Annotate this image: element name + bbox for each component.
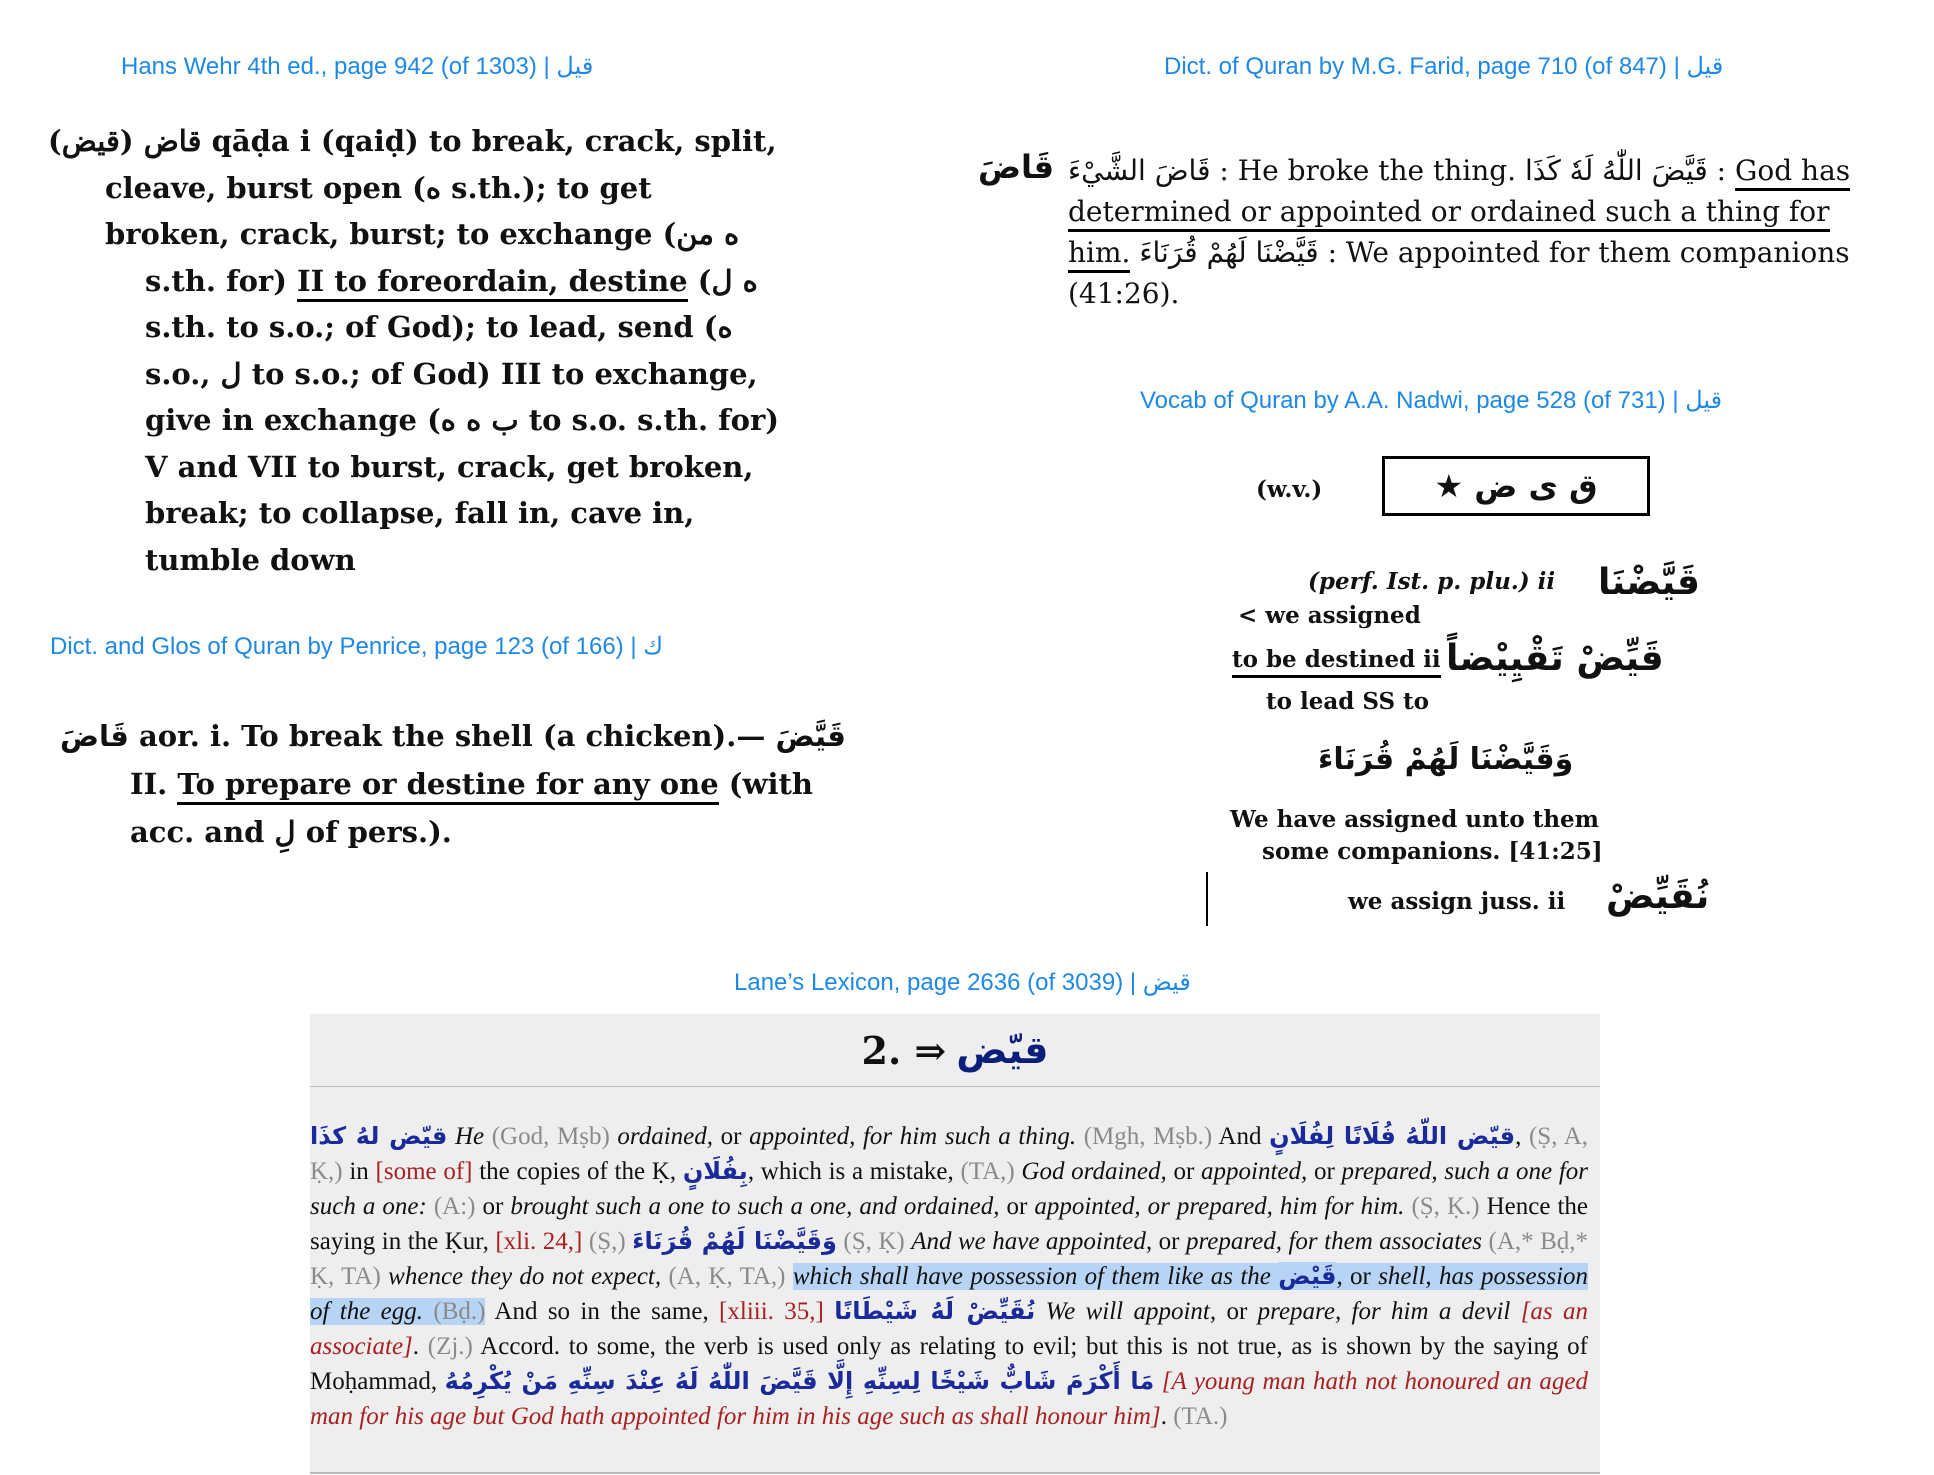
lane-text-run: نُقَيِّضْ لَهُ شَيْطَانًا xyxy=(834,1297,1036,1325)
nadwi-entry xyxy=(1206,452,1710,932)
hans-wehr-entry xyxy=(48,118,779,583)
nadwi-meaning: to lead SS to xyxy=(1266,688,1430,715)
lane-text-run: shell, has possession of the egg. xyxy=(310,1263,1589,1325)
lane-body-text xyxy=(310,1087,1600,1434)
source-link-penrice[interactable]: Dict. and Glos of Quran by Penrice, page 123 (of 166) | ك xyxy=(50,633,664,660)
nadwi-underlined-text: to be destined ii xyxy=(1232,646,1441,678)
nadwi-wv-label: (w.v.) xyxy=(1256,476,1323,503)
lane-text-run: We will appoint, xyxy=(1035,1298,1227,1325)
hw-line: cleave, burst open (ه s.th.); to get xyxy=(105,170,652,205)
penrice-text: II. xyxy=(130,767,168,801)
farid-entry xyxy=(1068,150,1894,314)
lane-text-run xyxy=(824,1298,834,1325)
lane-text-run: [some of] xyxy=(375,1158,473,1185)
source-link-farid[interactable]: Dict. of Quran by M.G. Farid, page 710 (of 847) | قيل xyxy=(1164,53,1724,80)
lane-text-run: وَقَيَّضْنَا لَهُمْ قُرَنَاءَ xyxy=(632,1227,837,1255)
lane-heading-arabic: قيّض xyxy=(956,1028,1049,1072)
lane-text-run: or xyxy=(1158,1228,1180,1255)
lane-text-run: prepare, for him a devil xyxy=(1247,1298,1521,1325)
lane-text-run: (A,* Bḍ,* Ḳ, TA) xyxy=(310,1228,1589,1290)
penrice-text: aor. i. To break the shell (a chicken).— xyxy=(139,719,766,753)
nadwi-arabic: قَيَّضْنَا xyxy=(1598,562,1700,603)
lane-text-run: (Zj.) xyxy=(427,1333,473,1360)
hw-line: s.o., ل to s.o.; of God) III to exchange, xyxy=(145,356,758,391)
lane-text-run: God ordained, xyxy=(1014,1158,1174,1185)
nadwi-grammar: (perf. Ist. p. plu.) ii xyxy=(1308,568,1556,595)
lane-text-run: [xliii. 35,] xyxy=(719,1298,824,1325)
farid-text: : xyxy=(1716,154,1727,187)
hw-line: broken, crack, burst; to exchange (ه من xyxy=(105,217,740,251)
penrice-arabic: قَيَّضَ xyxy=(775,719,846,753)
lane-text-run: or xyxy=(1173,1158,1195,1185)
lane-text-run: (A:) xyxy=(433,1193,476,1220)
lane-text-run: (Ṣ,) xyxy=(588,1228,626,1255)
farid-arabic: قَيَّضْنَا لَهُمْ قُرَنَاءَ xyxy=(1139,236,1319,269)
lane-text-run: مَا أَكْرَمَ شَابٌّ شَيْخًا لِسِنِّهِ إِلَّا قَيَّضَ اللّٰهُ لَهُ عِنْدَ سِنِّهِ مَنْ يُكْرِمُهُ xyxy=(444,1367,1155,1395)
hw-line: V and VII to burst, crack, get broken, xyxy=(145,449,754,484)
lane-text-run: Hence the saying in the Ḳur, xyxy=(310,1193,1589,1255)
lane-text-run: in xyxy=(342,1158,376,1185)
lane-text-run: or xyxy=(1226,1298,1248,1325)
farid-headword: قَاضَ xyxy=(978,148,1055,186)
lane-text-run: [A young man hath not honoured an aged man for his age but God hath appointed for him in his age such as shall honour him] xyxy=(310,1368,1588,1430)
lane-text-run: prepared, such a one for such a one: xyxy=(310,1158,1588,1220)
source-link-hans-wehr[interactable]: Hans Wehr 4th ed., page 942 (of 1303) | قيل xyxy=(121,53,594,80)
lane-text-run: قَيْض xyxy=(1278,1262,1337,1290)
lane-text-run: (TA,) xyxy=(960,1158,1015,1185)
nadwi-meaning: We have assigned unto them xyxy=(1230,806,1600,833)
nadwi-arabic: قَيِّضْ تَقْيِيْضاً xyxy=(1446,638,1664,679)
lane-heading-number: 2. ⇒ xyxy=(861,1027,947,1073)
hw-line: tumble down xyxy=(145,542,356,577)
lane-text-run: (Ṣ, Ḳ) xyxy=(843,1228,905,1255)
lane-text-run: قيّض اللّهُ فُلَانًا لِفُلَانٍ xyxy=(1269,1122,1516,1150)
hw-underlined-text: II to foreordain, destine xyxy=(297,264,688,302)
lane-bottom-rule xyxy=(310,1472,1600,1474)
source-link-lane[interactable]: Lane’s Lexicon, page 2636 (of 3039) | قيض xyxy=(734,969,1191,996)
lane-text-run: appointed, for him such a thing. xyxy=(741,1123,1084,1150)
hw-line: s.th. to s.o.; of God); to lead, send (ه xyxy=(145,310,733,344)
nadwi-meaning: < we assigned xyxy=(1238,602,1421,629)
hw-text: (ه ل xyxy=(697,263,758,298)
lane-text-run: or xyxy=(1006,1193,1028,1220)
penrice-line: acc. and لِ of pers.). xyxy=(130,815,452,849)
lane-text-run xyxy=(1154,1368,1162,1395)
nadwi-arabic: وَقَيَّضْنَا لَهُمْ قُرَنَاءَ xyxy=(1318,742,1574,777)
lane-text-run: بِفُلَانٍ xyxy=(682,1157,748,1185)
penrice-line xyxy=(60,760,846,808)
lane-text-run: , which is a mistake, xyxy=(747,1158,961,1185)
lane-text-run: which shall have possession of them like as the xyxy=(792,1263,1279,1290)
lane-text-run: . xyxy=(1160,1403,1174,1430)
lane-text-run: (TA.) xyxy=(1173,1403,1228,1430)
nadwi-margin-line xyxy=(1206,872,1208,926)
lane-text-run: , or xyxy=(1336,1263,1379,1290)
hw-text: s.th. for) xyxy=(145,263,287,298)
lane-text-run: (Mgh, Mṣb.) xyxy=(1083,1123,1213,1150)
lane-text-run: He xyxy=(447,1123,492,1150)
farid-arabic: قَيَّضَ اللّٰهُ لَهٗ كَذَا xyxy=(1524,154,1708,187)
lane-text-run: appointed, or prepared, him for him. xyxy=(1027,1193,1412,1220)
lane-text-run: And we have appointed, xyxy=(904,1228,1159,1255)
lane-text-run: or xyxy=(1313,1158,1335,1185)
penrice-arabic: قَاضَ xyxy=(60,719,129,753)
lane-text-run: And so in the same, xyxy=(485,1298,720,1325)
lane-text-run: or xyxy=(720,1123,742,1150)
lane-text-run: (A, Ḳ, TA,) xyxy=(668,1263,786,1290)
farid-line xyxy=(1068,150,1894,314)
lane-text-run: (Bḍ.) xyxy=(433,1298,486,1325)
lane-text-run: whence they do not expect, xyxy=(380,1263,669,1290)
lane-text-run: قيّض لهُ كذَا xyxy=(310,1122,448,1150)
lane-lexicon-panel xyxy=(310,1014,1600,1474)
nadwi-meaning: we assign juss. ii xyxy=(1348,888,1566,915)
lane-heading xyxy=(310,1014,1600,1087)
nadwi-root-letters: ق ى ض ★ xyxy=(1434,467,1598,505)
nadwi-meaning: some companions. [41:25] xyxy=(1262,838,1603,865)
lane-text-run: ordained, xyxy=(609,1123,721,1150)
farid-text: : We appointed for them companions (41:26). xyxy=(1068,236,1850,310)
lane-text-run: prepared, for them associates xyxy=(1179,1228,1489,1255)
penrice-underlined-text: To prepare or destine for any one xyxy=(177,767,718,805)
lane-text-run: . xyxy=(412,1333,428,1360)
penrice-text: (with xyxy=(728,767,813,801)
farid-text: : He broke the thing. xyxy=(1219,154,1517,187)
lane-text-run: (Ṣ, A, Ḳ,) xyxy=(310,1123,1588,1185)
lane-text-run: And xyxy=(1212,1123,1270,1150)
lane-text-run: (God, Mṣb) xyxy=(491,1123,610,1150)
hw-line: give in exchange (ب ه ه to s.o. s.th. for) xyxy=(145,403,779,437)
hw-line xyxy=(48,258,779,305)
hw-line: break; to collapse, fall in, cave in, xyxy=(145,496,695,530)
farid-underlined-text: God has determined or appointed or ordained such a thing for him. xyxy=(1068,154,1850,273)
lane-text-run: Accord. to some, the verb is used only as relating to evil; but this is not true, as is shown by the saying of Moḥammad, xyxy=(310,1333,1589,1395)
lane-text-run: appointed, xyxy=(1194,1158,1314,1185)
lane-text-run: or xyxy=(475,1193,504,1220)
lane-text-run: brought such a one to such a one, and ordained, xyxy=(503,1193,1007,1220)
hw-line: (قيض) قاض qāḍa i (qaiḍ) to break, crack, split, xyxy=(48,124,777,158)
lane-text-run: [xli. 24,] xyxy=(495,1228,583,1255)
lane-text-run xyxy=(786,1263,793,1290)
nadwi-arabic: نُقَيِّضْ xyxy=(1606,876,1710,917)
lane-text-run: [as an associate] xyxy=(310,1298,1588,1360)
lane-text-run: (Ṣ, Ḳ.) xyxy=(1411,1193,1480,1220)
source-link-nadwi[interactable]: Vocab of Quran by A.A. Nadwi, page 528 (of 731) | قيل xyxy=(1140,387,1723,414)
lane-text-run: the copies of the Ḳ, xyxy=(472,1158,683,1185)
penrice-entry xyxy=(60,712,846,856)
farid-arabic: قَاضَ الشَّيْءَ xyxy=(1068,154,1211,187)
penrice-line xyxy=(60,712,846,760)
nadwi-root-box xyxy=(1382,456,1650,516)
lane-text-run: , xyxy=(1515,1123,1529,1150)
